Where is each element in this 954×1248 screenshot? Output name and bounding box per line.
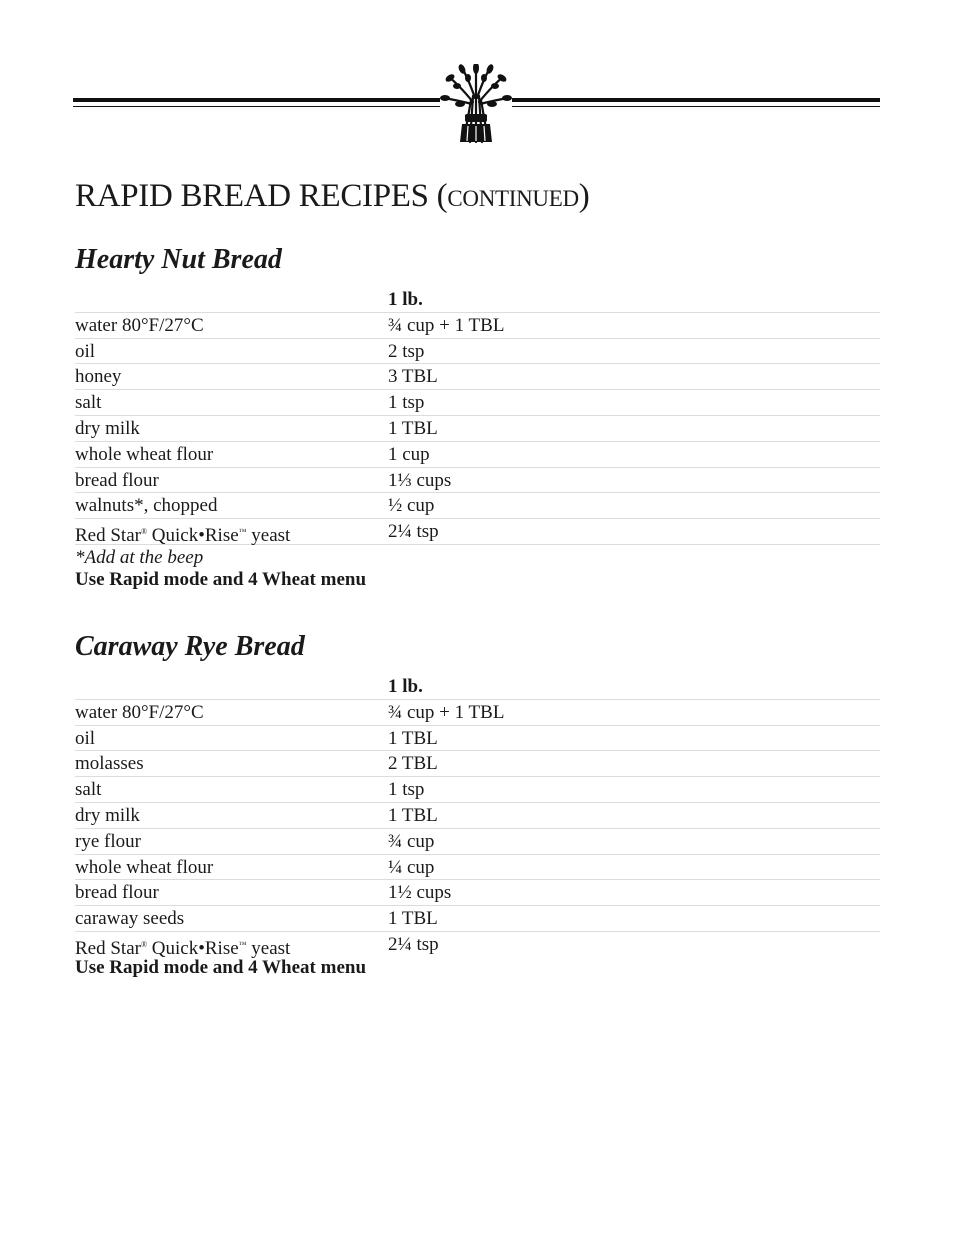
ingredient-name: water 80°F/27°C xyxy=(75,701,204,723)
header-rule-left-thick xyxy=(73,98,440,102)
yeast-product: Quick•Rise xyxy=(147,937,239,959)
recipe-instruction: Use Rapid mode and 4 Wheat menu xyxy=(75,956,367,978)
ingredient-name: water 80°F/27°C xyxy=(75,314,204,336)
ingredient-row xyxy=(75,906,880,932)
ingredient-name: oil xyxy=(75,727,96,749)
ingredient-row xyxy=(75,339,880,365)
ingredient-row xyxy=(75,416,880,442)
registered-mark: ® xyxy=(140,527,148,537)
size-header-row xyxy=(75,287,880,313)
ingredient-row xyxy=(75,803,880,829)
page-title-close: ) xyxy=(578,178,590,214)
trademark-mark: ™ xyxy=(238,939,247,949)
ingredient-row xyxy=(75,880,880,906)
ingredient-row xyxy=(75,751,880,777)
ingredient-name xyxy=(75,933,290,961)
ingredient-amount: 2¼ tsp xyxy=(388,521,439,543)
ingredient-name: salt xyxy=(75,779,102,801)
ingredient-amount: 2 tsp xyxy=(388,340,425,362)
header-rule-right-thick xyxy=(512,98,880,102)
size-header: 1 lb. xyxy=(388,676,423,697)
ingredient-row-yeast xyxy=(75,932,880,957)
ingredient-amount: 3 TBL xyxy=(388,366,438,388)
ingredient-name: dry milk xyxy=(75,417,140,439)
ingredient-amount: 1 TBL xyxy=(388,417,438,439)
ingredient-name: rye flour xyxy=(75,830,141,852)
ingredient-name: walnuts*, chopped xyxy=(75,495,218,517)
recipe-instruction: Use Rapid mode and 4 Wheat menu xyxy=(75,568,367,590)
ingredient-amount: 1 tsp xyxy=(388,392,425,414)
ingredient-name: molasses xyxy=(75,753,144,775)
size-header-row xyxy=(75,674,880,700)
ingredient-row xyxy=(75,364,880,390)
ingredient-name: caraway seeds xyxy=(75,908,185,930)
yeast-brand: Red Star xyxy=(75,937,141,959)
ingredient-row xyxy=(75,855,880,881)
ingredient-name: dry milk xyxy=(75,804,140,826)
header-rule-left-thin xyxy=(73,106,440,107)
ingredient-row xyxy=(75,829,880,855)
size-header: 1 lb. xyxy=(388,289,423,310)
ingredient-name: bread flour xyxy=(75,882,159,904)
ingredient-row xyxy=(75,700,880,726)
ingredient-amount: 1 TBL xyxy=(388,804,438,826)
ingredient-name: whole wheat flour xyxy=(75,856,214,878)
ingredient-amount: ¾ cup xyxy=(388,830,435,852)
ingredient-row xyxy=(75,777,880,803)
header-rule-right-thin xyxy=(512,106,880,107)
ingredient-row xyxy=(75,726,880,752)
ingredient-amount: 2 TBL xyxy=(388,753,438,775)
ingredient-amount: 1⅓ cups xyxy=(388,469,452,491)
ingredient-name: bread flour xyxy=(75,469,159,491)
ingredient-amount: 1 TBL xyxy=(388,727,438,749)
ingredient-row-yeast xyxy=(75,519,880,545)
wheat-sheaf-icon xyxy=(440,64,512,144)
yeast-suffix: yeast xyxy=(246,937,291,959)
recipe-title: Hearty Nut Bread xyxy=(75,244,282,275)
ingredient-amount: 2¼ tsp xyxy=(388,933,439,955)
ingredient-amount: ¼ cup xyxy=(388,856,435,878)
ingredient-amount: 1 cup xyxy=(388,443,430,465)
page-title-main: RAPID BREAD RECIPES ( xyxy=(75,178,448,214)
yeast-suffix: yeast xyxy=(246,525,291,547)
ingredient-name: salt xyxy=(75,392,102,414)
ingredient-name: oil xyxy=(75,340,96,362)
registered-mark: ® xyxy=(140,939,148,949)
page-title xyxy=(75,178,590,215)
ingredient-amount: ¾ cup + 1 TBL xyxy=(388,701,505,723)
ingredient-name: honey xyxy=(75,366,122,388)
recipe-note: *Add at the beep xyxy=(75,546,204,568)
ingredient-amount: ¾ cup + 1 TBL xyxy=(388,314,505,336)
ingredient-row xyxy=(75,442,880,468)
ingredient-amount: 1 tsp xyxy=(388,779,425,801)
trademark-mark: ™ xyxy=(238,527,247,537)
ingredient-row xyxy=(75,468,880,494)
page-title-continued: CONTINUED xyxy=(447,186,579,211)
recipe-title: Caraway Rye Bread xyxy=(75,631,305,662)
ingredient-amount: 1½ cups xyxy=(388,882,452,904)
recipe-hearty-nut-bread xyxy=(75,243,880,591)
ingredient-amount: 1 TBL xyxy=(388,908,438,930)
ingredient-name: whole wheat flour xyxy=(75,443,214,465)
page-header xyxy=(0,0,954,150)
ingredient-row xyxy=(75,313,880,339)
yeast-product: Quick•Rise xyxy=(147,525,239,547)
yeast-brand: Red Star xyxy=(75,525,141,547)
ingredient-amount: ½ cup xyxy=(388,495,435,517)
ingredient-name xyxy=(75,520,290,548)
ingredient-row xyxy=(75,493,880,519)
recipe-caraway-rye-bread xyxy=(75,630,880,979)
ingredient-row xyxy=(75,390,880,416)
